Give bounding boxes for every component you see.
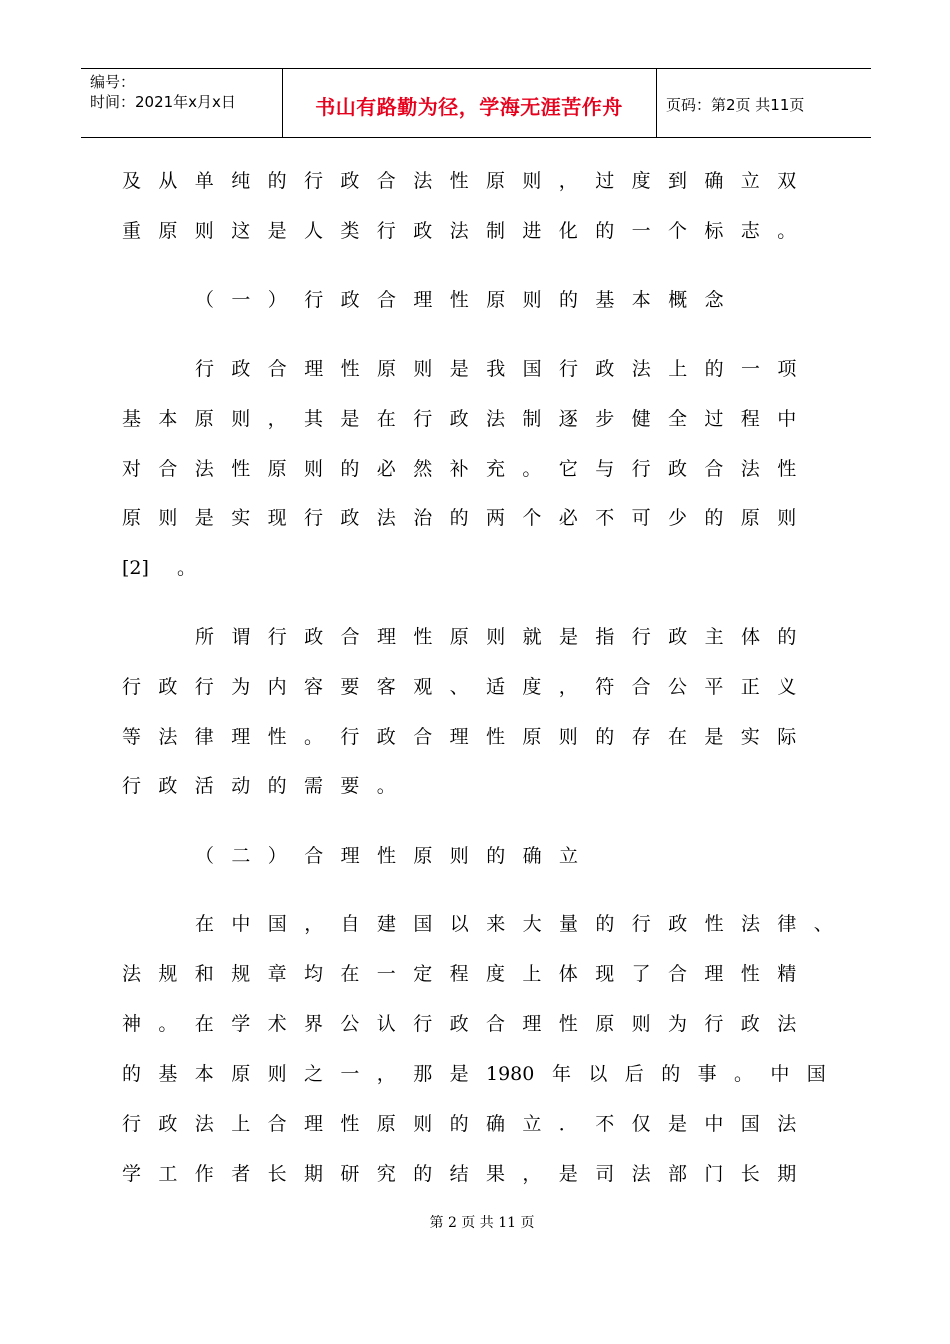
body-line: 神 。 在 学 术 界 公 认 行 政 合 理 性 原 则 为 行 政 法 (122, 1013, 797, 1035)
header-meta-cell (81, 69, 283, 137)
body-line: 在 中 国 ， 自 建 国 以 来 大 量 的 行 政 性 法 律 、 (195, 913, 833, 935)
body-line: 所 谓 行 政 合 理 性 原 则 就 是 指 行 政 主 体 的 (195, 626, 797, 648)
body-line: 行 政 法 上 合 理 性 原 则 的 确 立 ． 不 仅 是 中 国 法 (122, 1113, 797, 1135)
body-line: [2] 。 (122, 557, 197, 579)
body-line: 等 法 律 理 性 。 行 政 合 理 性 原 则 的 存 在 是 实 际 (122, 726, 797, 748)
document-number-label: 编号： (90, 73, 136, 91)
header-motto: 书山有路勤为径，学海无涯苦作舟 (315, 95, 623, 119)
body-line: （ 一 ） 行 政 合 理 性 原 则 的 基 本 概 念 (195, 289, 724, 311)
body-line: 原 则 是 实 现 行 政 法 治 的 两 个 必 不 可 少 的 原 则 (122, 507, 797, 529)
body-line: 对 合 法 性 原 则 的 必 然 补 充 。 它 与 行 政 合 法 性 (122, 458, 797, 480)
header-motto-cell (282, 69, 657, 137)
body-line: 法 规 和 规 章 均 在 一 定 程 度 上 体 现 了 合 理 性 精 (122, 963, 797, 985)
body-line: 的 基 本 原 则 之 一 ， 那 是 1980 年 以 后 的 事 。 中 国 (122, 1063, 826, 1085)
document-date: 时间：2021年x月x日 (90, 93, 236, 111)
body-line: 及 从 单 纯 的 行 政 合 法 性 原 则 ， 过 度 到 确 立 双 (122, 170, 797, 192)
body-line: 行 政 活 动 的 需 要 。 (122, 775, 396, 797)
body-line: 行 政 行 为 内 容 要 客 观 、 适 度 ， 符 合 公 平 正 义 (122, 676, 797, 698)
body-line: 行 政 合 理 性 原 则 是 我 国 行 政 法 上 的 一 项 (195, 358, 797, 380)
body-line: 学 工 作 者 长 期 研 究 的 结 果 ， 是 司 法 部 门 长 期 (122, 1163, 797, 1185)
page-header (81, 68, 871, 138)
body-line: 重 原 则 这 是 人 类 行 政 法 制 进 化 的 一 个 标 志 。 (122, 220, 797, 242)
header-page-info: 页码：第2页 共11页 (666, 96, 805, 114)
body-line: （ 二 ） 合 理 性 原 则 的 确 立 (195, 845, 579, 867)
header-page-cell (657, 69, 871, 137)
page-footer: 第 2 页 共 11 页 (429, 1215, 535, 1231)
body-line: 基 本 原 则 ， 其 是 在 行 政 法 制 逐 步 健 全 过 程 中 (122, 408, 797, 430)
